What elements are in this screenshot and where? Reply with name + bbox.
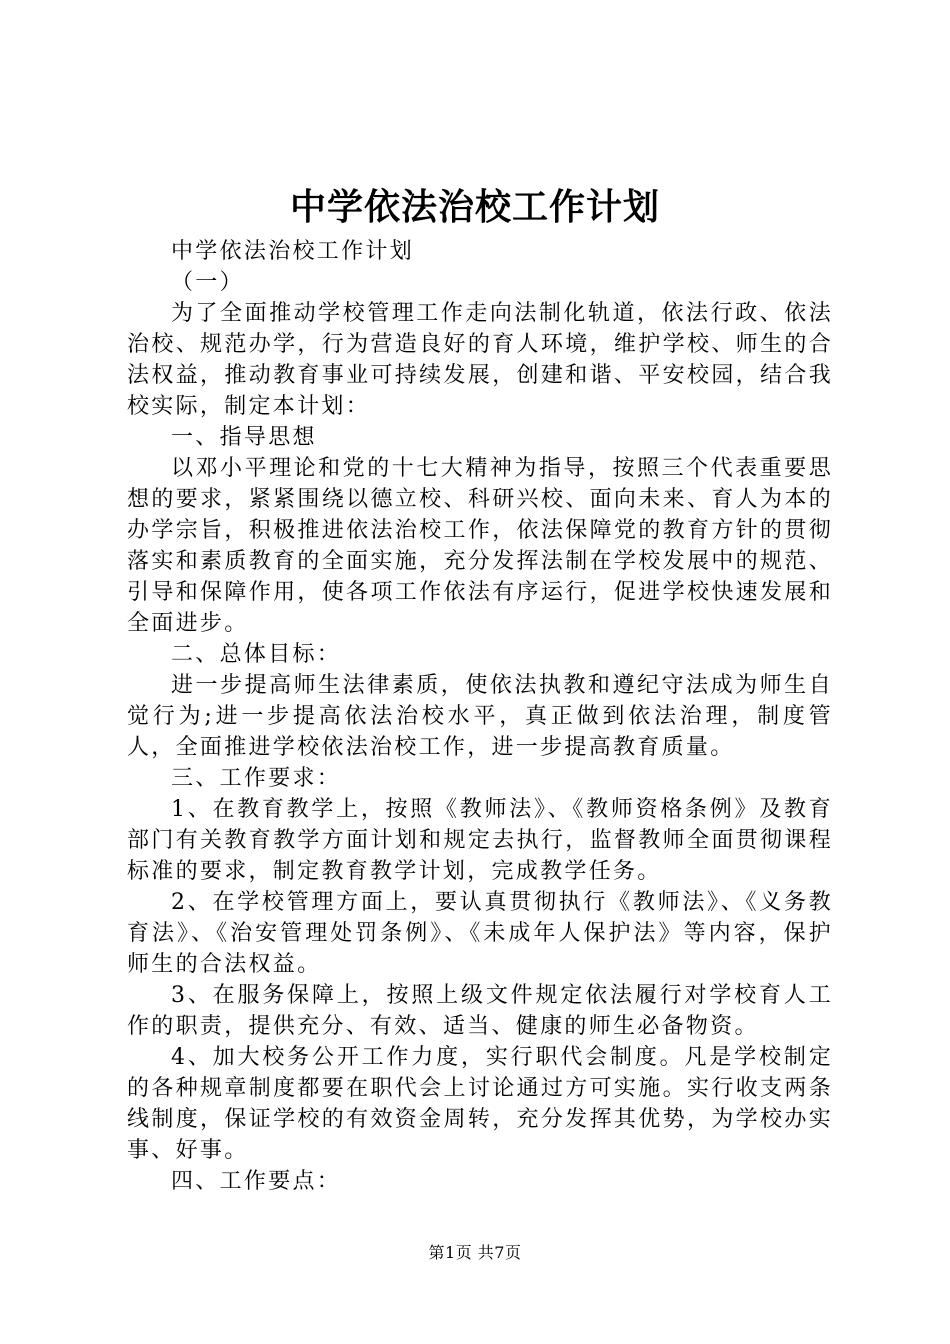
heading-work-requirements: 三、工作要求： bbox=[171, 766, 342, 791]
requirement-item-4: 4、加大校务公开工作力度，实行职代会制度。凡是学校制定的各种规章制度都要在职代会上讨论通过方可实施。实行收支两条线制度，保证学校的有效资金周转，充分发挥其优势，为学校办实事、好事。 bbox=[127, 1045, 833, 1163]
intro-paragraph: 为了全面推动学校管理工作走向法制化轨道，依法行政、依法治校、规范办学，行为营造良好的育人环境，维护学校、师生的合法权益，推动教育事业可持续发展，创建和谐、平安校园，结合我校实际，制定本计划： bbox=[127, 301, 833, 419]
page-footer: 第1页 共7页 bbox=[428, 1243, 522, 1262]
heading-overall-goals: 二、总体目标： bbox=[171, 642, 342, 667]
section-number-paragraph: （一） bbox=[171, 270, 244, 295]
guiding-ideology-paragraph: 以邓小平理论和党的十七大精神为指导，按照三个代表重要思想的要求，紧紧围绕以德立校、科研兴校、面向未来、育人为本的办学宗旨，积极推进依法治校工作，依法保障党的教育方针的贯彻落实和素质教育的全面实施，充分发挥法制在学校发展中的规范、引导和保障作用，使各项工作依法有序运行，促进学校快速发展和全面进步。 bbox=[127, 456, 833, 636]
document-body bbox=[127, 236, 833, 1197]
subtitle-paragraph: 中学依法治校工作计划 bbox=[171, 239, 415, 264]
document-title: 中学依法治校工作计划 bbox=[289, 187, 660, 228]
heading-work-points: 四、工作要点： bbox=[171, 1169, 342, 1194]
heading-guiding-ideology: 一、指导思想 bbox=[171, 425, 317, 450]
requirement-item-3: 3、在服务保障上，按照上级文件规定依法履行对学校育人工作的职责，提供充分、有效、适当、健康的师生必备物资。 bbox=[127, 983, 833, 1039]
requirement-item-1: 1、在教育教学上，按照《教师法》、《教师资格条例》及教育部门有关教育教学方面计划和规定去执行，监督教师全面贯彻课程标准的要求，制定教育教学计划，完成教学任务。 bbox=[127, 797, 833, 884]
requirement-item-2: 2、在学校管理方面上，要认真贯彻执行《教师法》、《义务教育法》、《治安管理处罚条例》、《未成年人保护法》等内容，保护师生的合法权益。 bbox=[127, 890, 833, 977]
overall-goals-paragraph: 进一步提高师生法律素质，使依法执教和遵纪守法成为师生自觉行为;进一步提高依法治校水平，真正做到依法治理，制度管人，全面推进学校依法治校工作，进一步提高教育质量。 bbox=[127, 673, 833, 760]
